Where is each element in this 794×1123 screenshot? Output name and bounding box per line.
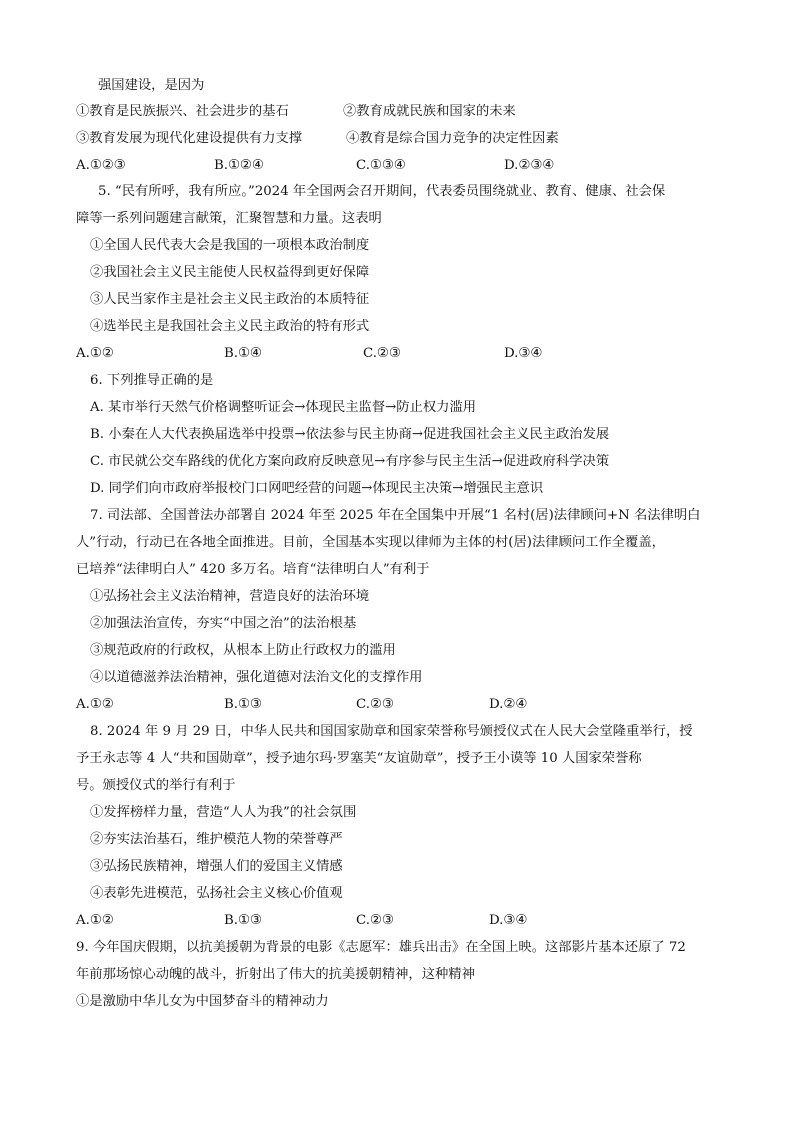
q8-statement-2: ②夯实法治基石，维护模范人物的荣誉尊严 xyxy=(90,832,343,847)
q8-stem-line-1: 8. 2024 年 9 月 29 日，中华人民共和国国家勋章和国家荣誉称号颁授仪式在人民大会堂隆重举行，授 xyxy=(90,724,693,739)
q7-option-d: D.②④ xyxy=(489,697,528,712)
q5-stem-line-1: 5. “民有所呼，我有所应。”2024 年全国两会召开期间，代表委员围绕就业、教育、健康、社会保 xyxy=(98,184,666,199)
q4-statement-4: ④教育是综合国力竞争的决定性因素 xyxy=(346,131,559,146)
q8-stem-line-2: 予王永志等 4 人“共和国勋章”，授予迪尔玛·罗塞芙“友谊勋章”，授予王小谟等 10 人国家荣誉称 xyxy=(76,751,642,766)
q7-stem-line-2: 人”行动，行动已在各地全面推进。目前，全国基本实现以律师为主体的村(居)法律顾问工作全覆盖， xyxy=(76,535,665,550)
q4-option-b: B.①②④ xyxy=(214,158,264,173)
q9-stem-line-1: 9. 今年国庆假期，以抗美援朝为背景的电影《志愿军：雄兵出击》在全国上映。这部影片基本还原了 72 xyxy=(76,940,686,955)
q7-statement-2: ②加强法治宣传，夯实“中国之治”的法治根基 xyxy=(90,616,357,631)
q7-statement-1: ①弘扬社会主义法治精神，营造良好的法治环境 xyxy=(90,589,370,604)
q4-option-a: A.①②③ xyxy=(76,158,126,173)
q4-option-c: C.①③④ xyxy=(356,158,406,173)
q8-option-d: D.③④ xyxy=(489,913,528,928)
q6-option-b: B. 小秦在人大代表换届选举中投票→依法参与民主协商→促进我国社会主义民主政治发展 xyxy=(90,427,610,442)
q7-stem-line-1: 7. 司法部、全国普法办部署自 2024 年至 2025 年在全国集中开展“1 名村(居)法律顾问+N 名法律明白 xyxy=(90,508,701,523)
q5-statement-1: ①全国人民代表大会是我国的一项根本政治制度 xyxy=(90,238,370,253)
q4-option-d: D.②③④ xyxy=(504,158,555,173)
q6-option-a: A. 某市举行天然气价格调整听证会→体现民主监督→防止权力滥用 xyxy=(90,400,477,415)
q7-option-b: B.①③ xyxy=(224,697,262,712)
q5-option-d: D.③④ xyxy=(504,346,543,361)
q8-stem-line-3: 号。颁授仪式的举行有利于 xyxy=(76,778,236,793)
q8-statement-4: ④表彰先进模范，弘扬社会主义核心价值观 xyxy=(90,886,343,901)
q9-statement-1: ①是激励中华儿女为中国梦奋斗的精神动力 xyxy=(76,994,329,1009)
q5-stem-line-2: 障等一系列问题建言献策，汇聚智慧和力量。这表明 xyxy=(76,211,382,226)
q5-option-b: B.①④ xyxy=(224,346,262,361)
q7-option-c: C.②③ xyxy=(356,697,394,712)
q5-statement-4: ④选举民主是我国社会主义民主政治的特有形式 xyxy=(90,319,370,334)
q6-stem: 6. 下列推导正确的是 xyxy=(90,373,214,388)
q8-option-a: A.①② xyxy=(76,913,114,928)
q9-stem-line-2: 年前那场惊心动魄的战斗，折射出了伟大的抗美援朝精神，这种精神 xyxy=(76,967,475,982)
q7-stem-line-3: 已培养“法律明白人” 420 多万名。培育“法律明白人”有利于 xyxy=(76,562,430,577)
q7-option-a: A.①② xyxy=(76,697,114,712)
q7-statement-3: ③规范政府的行政权，从根本上防止行政权力的滥用 xyxy=(90,643,396,658)
q4-statement-1: ①教育是民族振兴、社会进步的基石 xyxy=(76,104,289,119)
q4-stem-continuation: 强国建设，是因为 xyxy=(98,78,205,93)
q8-statement-3: ③弘扬民族精神，增强人们的爱国主义情感 xyxy=(90,859,343,874)
q8-option-b: B.①③ xyxy=(224,913,262,928)
q8-statement-1: ①发挥榜样力量，营造“人人为我”的社会氛围 xyxy=(90,805,357,820)
q6-option-c: C. 市民就公交车路线的优化方案向政府反映意见→有序参与民主生活→促进政府科学决策 xyxy=(90,454,610,469)
q4-statement-3: ③教育发展为现代化建设提供有力支撑 xyxy=(76,131,303,146)
q5-option-c: C.②③ xyxy=(363,346,401,361)
q5-option-a: A.①② xyxy=(76,346,114,361)
q7-statement-4: ④以道德滋养法治精神，强化道德对法治文化的支撑作用 xyxy=(90,670,423,685)
q4-statement-2: ②教育成就民族和国家的未来 xyxy=(343,104,516,119)
q6-option-d: D. 同学们向市政府举报校门口网吧经营的问题→体现民主决策→增强民主意识 xyxy=(90,481,544,496)
q5-statement-2: ②我国社会主义民主能使人民权益得到更好保障 xyxy=(90,265,370,280)
q5-statement-3: ③人民当家作主是社会主义民主政治的本质特征 xyxy=(90,292,370,307)
q8-option-c: C.②③ xyxy=(356,913,394,928)
